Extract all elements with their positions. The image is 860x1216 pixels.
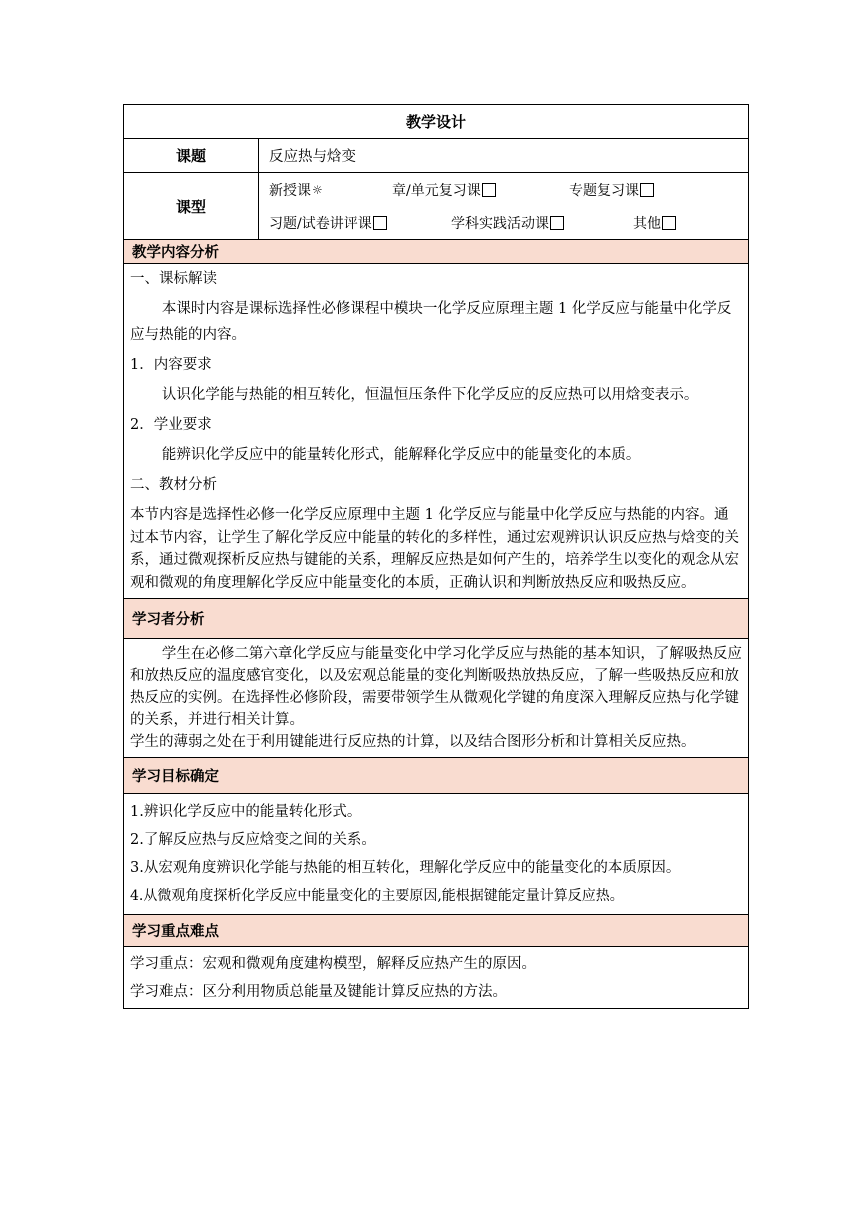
- lesson-type-row: [124, 173, 749, 240]
- content-analysis-header-row: [124, 240, 749, 264]
- content-analysis-body: [124, 264, 749, 599]
- document-title: 教学设计: [124, 105, 749, 139]
- option-practice-activity: [451, 213, 633, 233]
- option-label: 习题/试卷讲评课: [269, 215, 372, 232]
- academic-requirement-text: 能辨识化学反应中的能量转化形式，能解释化学反应中的能量变化的本质。: [161, 447, 641, 463]
- textbook-analysis-text: 本节内容是选择性必修一化学反应原理中主题 1 化学反应与能量中化学反应与热能的内容。通过本节内容，让学生了解化学反应中能量的转化的多样性，通过宏观辨识认识反应热与焓变的关系，通过微观探析反应热与键能的关系，理解反应热是如何产生的，培养学生以变化的观念从宏观和微观的角度理解化学反应中能量变化的本质，正确认识和判断放热反应和吸热反应。: [130, 507, 739, 591]
- lesson-type-options-row-1: [269, 173, 748, 206]
- option-label: 学科实践活动课: [451, 215, 549, 232]
- learner-analysis-paragraph: 学生在必修二第六章化学反应与能量变化中学习化学反应与热能的基本知识，了解吸热反应和放热反应的温度感官变化，以及宏观总能量的变化判断吸热放热反应，了解一些吸热反应和放热反应的实例。在选择性必修阶段，需要带领学生从微观化学键的角度深入理解反应热与化学键的关系，并进行相关计算。: [130, 646, 742, 728]
- curriculum-section-title: 一、课标解读: [130, 271, 217, 287]
- learner-analysis-header-row: [124, 599, 749, 639]
- learning-focus: 学习重点：宏观和微观角度建构模型，解释反应热产生的原因。: [130, 956, 536, 972]
- learner-analysis-heading: 学习者分析: [124, 599, 749, 639]
- option-label: 专题复习课: [569, 182, 639, 199]
- learner-weakness-paragraph: 学生的薄弱之处在于利用键能进行反应热的计算，以及结合图形分析和计算相关反应热。: [130, 734, 696, 750]
- lesson-design-table: [123, 104, 749, 1009]
- curriculum-text: 本课时内容是课标选择性必修课程中模块一化学反应原理主题 1 化学反应与能量中化学反应与热能的内容。: [130, 301, 732, 343]
- lesson-design-document: [123, 104, 748, 1009]
- key-points-body: [124, 947, 749, 1009]
- topic-row: [124, 139, 749, 173]
- objective-item: 2.了解反应热与反应焓变之间的关系。: [130, 832, 376, 848]
- option-label: 章/单元复习课: [392, 182, 481, 199]
- topic-value: 反应热与焓变: [259, 139, 749, 173]
- objectives-header-row: [124, 758, 749, 794]
- checkbox-icon: [482, 183, 496, 197]
- lesson-type-label: 课型: [124, 173, 259, 240]
- option-new-lesson: [269, 180, 392, 200]
- objective-item: 1.辨识化学反应中的能量转化形式。: [130, 804, 362, 820]
- key-points-row: [124, 947, 749, 1009]
- checkbox-icon: [550, 216, 564, 230]
- lesson-type-options: [259, 173, 749, 240]
- checkbox-icon: [373, 216, 387, 230]
- option-chapter-review: [392, 180, 569, 200]
- option-topic-review: [569, 180, 654, 200]
- textbook-section-title: 二、教材分析: [130, 477, 217, 493]
- learning-difficulty: 学习难点：区分利用物质总能量及键能计算反应热的方法。: [130, 984, 507, 1000]
- academic-requirement-title: 2．学业要求: [130, 417, 212, 433]
- learner-analysis-body: [124, 639, 749, 758]
- content-requirement-text: 认识化学能与热能的相互转化，恒温恒压条件下化学反应的反应热可以用焓变表示。: [161, 387, 699, 403]
- option-label: 新授课: [269, 182, 311, 199]
- objectives-row: [124, 794, 749, 915]
- checkbox-icon: [640, 183, 654, 197]
- key-points-header-row: [124, 915, 749, 947]
- content-requirement-title: 1．内容要求: [130, 357, 212, 373]
- content-analysis-heading: 教学内容分析: [124, 240, 749, 264]
- objective-item: 4.从微观角度探析化学反应中能量变化的主要原因,能根据键能定量计算反应热。: [130, 888, 624, 904]
- option-exercise-review: [269, 213, 451, 233]
- key-points-heading: 学习重点难点: [124, 915, 749, 947]
- objectives-heading: 学习目标确定: [124, 758, 749, 794]
- option-label: 其他: [633, 215, 661, 232]
- option-other: [633, 213, 676, 233]
- content-analysis-row: [124, 264, 749, 599]
- learner-analysis-row: [124, 639, 749, 758]
- lesson-type-options-row-2: [269, 206, 748, 239]
- objective-item: 3.从宏观角度辨识化学能与热能的相互转化，理解化学反应中的能量变化的本质原因。: [130, 860, 681, 876]
- title-row: [124, 105, 749, 139]
- checkbox-icon: [662, 216, 676, 230]
- sun-symbol-icon: ☼: [312, 182, 323, 197]
- topic-label: 课题: [124, 139, 259, 173]
- objectives-body: [124, 794, 749, 915]
